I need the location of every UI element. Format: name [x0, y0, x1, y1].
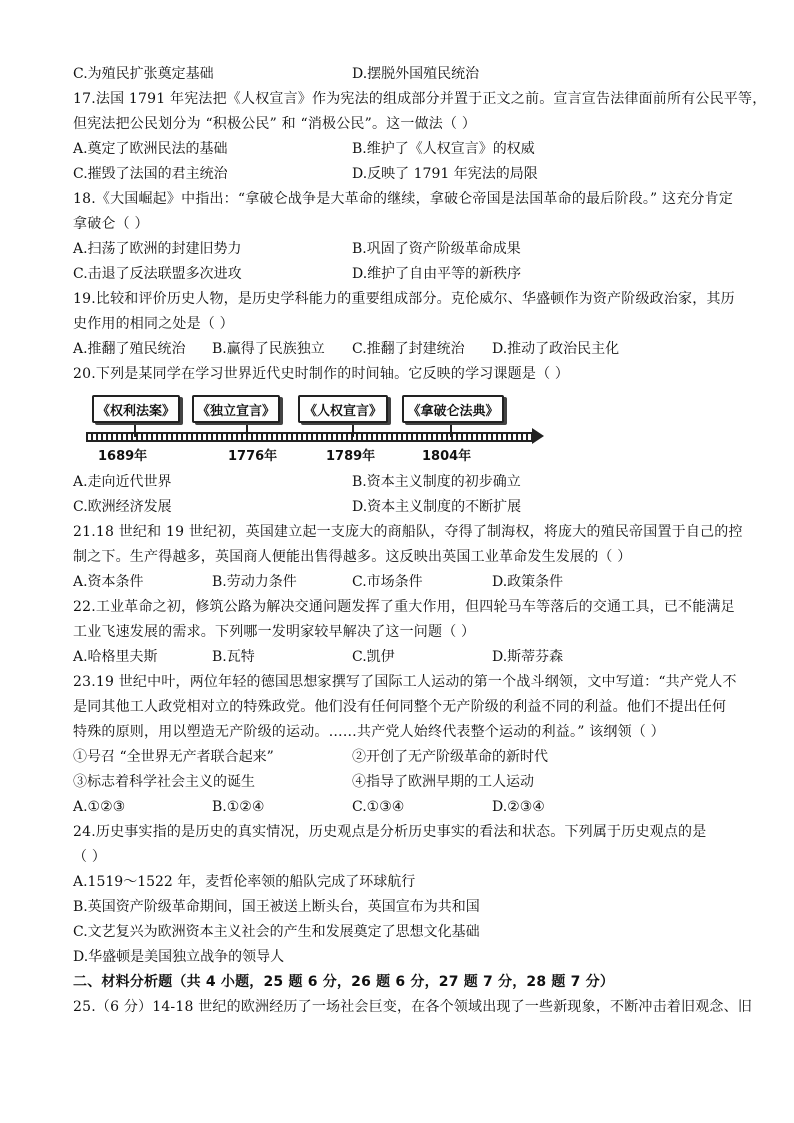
timeline-tick: [450, 425, 452, 437]
timeline-axis: [86, 432, 534, 442]
q17-option-c: C.摧毁了法国的君主统治: [73, 166, 228, 182]
q23-option-a: A.①②③: [73, 799, 126, 815]
timeline-year-1776: 1776年: [228, 449, 278, 464]
timeline-tick: [352, 425, 354, 437]
q19-stem-line2: 史作用的相同之处是（ ）: [73, 316, 234, 332]
q23-item-4: ④指导了欧洲早期的工人运动: [352, 774, 534, 790]
q18-option-d: D.维护了自由平等的新秩序: [352, 266, 522, 282]
q23-item-1: ①号召 “全世界无产者联合起来”: [73, 749, 274, 765]
q20-option-b: B.资本主义制度的初步确立: [352, 474, 521, 490]
q21-option-b: B.劳动力条件: [212, 574, 297, 590]
q18-stem-line1: 18.《大国崛起》中指出：“拿破仑战争是大革命的继续，拿破仑帝国是法国革命的最后阶段。” 这充分肯定: [73, 191, 734, 207]
q24-stem-line1: 24.历史事实指的是历史的真实情况，历史观点是分析历史事实的看法和状态。下列属于历史观点的是: [73, 824, 707, 840]
timeline-year-1689: 1689年: [98, 449, 148, 464]
timeline-doc-declaration-of-independence: 《独立宣言》: [192, 395, 280, 423]
q23-stem-line2: 是同其他工人政党相对立的特殊政党。他们没有任何同整个无产阶级的利益不同的利益。他们不提出任何: [73, 699, 727, 715]
q20-option-d: D.资本主义制度的不断扩展: [352, 499, 522, 515]
q22-option-b: B.瓦特: [212, 649, 255, 665]
q21-option-d: D.政策条件: [492, 574, 564, 590]
q19-option-d: D.推动了政治民主化: [492, 341, 620, 357]
section-heading: 二、材料分析题（共 4 小题，25 题 6 分，26 题 6 分，27 题 7 分，28 题 7 分）: [73, 974, 615, 990]
timeline-doc-declaration-of-rights-of-man: 《人权宣言》: [298, 395, 388, 423]
timeline-doc-bill-of-rights: 《权利法案》: [92, 395, 180, 423]
q17-option-b: B.维护了《人权宣言》的权威: [352, 141, 535, 157]
q24-option-c: C.文艺复兴为欧洲资本主义社会的产生和发展奠定了思想文化基础: [73, 924, 480, 940]
timeline-figure: [86, 395, 556, 465]
timeline-doc-napoleonic-code: 《拿破仑法典》: [402, 395, 504, 423]
q18-option-b: B.巩固了资产阶级革命成果: [352, 241, 521, 257]
q24-option-b: B.英国资产阶级革命期间，国王被送上断头台，英国宣布为共和国: [73, 899, 480, 915]
timeline-tick: [134, 425, 136, 437]
q22-option-c: C.凯伊: [352, 649, 395, 665]
q23-option-b: B.①②④: [212, 799, 265, 815]
timeline-year-1789: 1789年: [326, 449, 376, 464]
q19-option-a: A.推翻了殖民统治: [73, 341, 186, 357]
q23-item-3: ③标志着科学社会主义的诞生: [73, 774, 255, 790]
q17-option-a: A.奠定了欧洲民法的基础: [73, 141, 228, 157]
q24-option-a: A.1519～1522 年，麦哲伦率领的船队完成了环球航行: [73, 874, 416, 890]
q24-stem-line2: （ ）: [73, 849, 107, 865]
q16-option-d: D.摆脱外国殖民统治: [352, 66, 480, 82]
q23-stem-line3: 特殊的原则，用以塑造无产阶级的运动。……共产党人始终代表整个运动的利益。” 该纲领（ ）: [73, 724, 665, 740]
q17-stem-line2: 但宪法把公民划分为 “积极公民” 和 “消极公民”。这一做法（ ）: [73, 116, 477, 132]
q20-option-c: C.欧洲经济发展: [73, 499, 172, 515]
timeline-year-1804: 1804年: [422, 449, 472, 464]
q21-option-c: C.市场条件: [352, 574, 423, 590]
q18-stem-line2: 拿破仑（ ）: [73, 216, 149, 232]
q22-stem-line1: 22.工业革命之初，修筑公路为解决交通问题发挥了重大作用，但四轮马车等落后的交通工具，已不能满足: [73, 599, 735, 615]
q18-option-c: C.击退了反法联盟多次进攻: [73, 266, 242, 282]
q21-option-a: A.资本条件: [73, 574, 144, 590]
q22-option-a: A.哈格里夫斯: [73, 649, 158, 665]
q21-stem-line2: 制之下。生产得越多，英国商人便能出售得越多。这反映出英国工业革命发生发展的（ ）: [73, 549, 632, 565]
q23-item-2: ②开创了无产阶级革命的新时代: [352, 749, 548, 765]
timeline-arrow-icon: [532, 428, 544, 444]
q19-option-b: B.赢得了民族独立: [212, 341, 325, 357]
q19-option-c: C.推翻了封建统治: [352, 341, 465, 357]
q24-option-d: D.华盛顿是美国独立战争的领导人: [73, 949, 285, 965]
q16-option-c: C.为殖民扩张奠定基础: [73, 66, 214, 82]
q22-stem-line2: 工业飞速发展的需求。下列哪一发明家较早解决了这一问题（ ）: [73, 624, 476, 640]
q23-stem-line1: 23.19 世纪中叶，两位年轻的德国思想家撰写了国际工人运动的第一个战斗纲领，文中写道：“共产党人不: [73, 674, 737, 690]
q21-stem-line1: 21.18 世纪和 19 世纪初，英国建立起一支庞大的商船队，夺得了制海权，将庞大的殖民帝国置于自己的控: [73, 524, 743, 540]
q17-stem-line1: 17.法国 1791 年宪法把《人权宣言》作为宪法的组成部分并置于正文之前。宣言宣告法律面前所有公民平等，: [73, 91, 767, 107]
q20-option-a: A.走向近代世界: [73, 474, 172, 490]
q19-stem-line1: 19.比较和评价历史人物，是历史学科能力的重要组成部分。克伦威尔、华盛顿作为资产阶级政治家，其历: [73, 291, 735, 307]
q17-option-d: D.反映了 1791 年宪法的局限: [352, 166, 538, 182]
q22-option-d: D.斯蒂芬森: [492, 649, 564, 665]
q25-stem-line1: 25.（6 分）14-18 世纪的欧洲经历了一场社会巨变，在各个领域出现了一些新现象，不断冲击着旧观念、旧: [73, 999, 753, 1015]
q20-stem: 20.下列是某同学在学习世界近代史时制作的时间轴。它反映的学习课题是（ ）: [73, 366, 570, 382]
q18-option-a: A.扫荡了欧洲的封建旧势力: [73, 241, 242, 257]
q23-option-d: D.②③④: [492, 799, 545, 815]
q23-option-c: C.①③④: [352, 799, 405, 815]
timeline-tick: [246, 425, 248, 437]
